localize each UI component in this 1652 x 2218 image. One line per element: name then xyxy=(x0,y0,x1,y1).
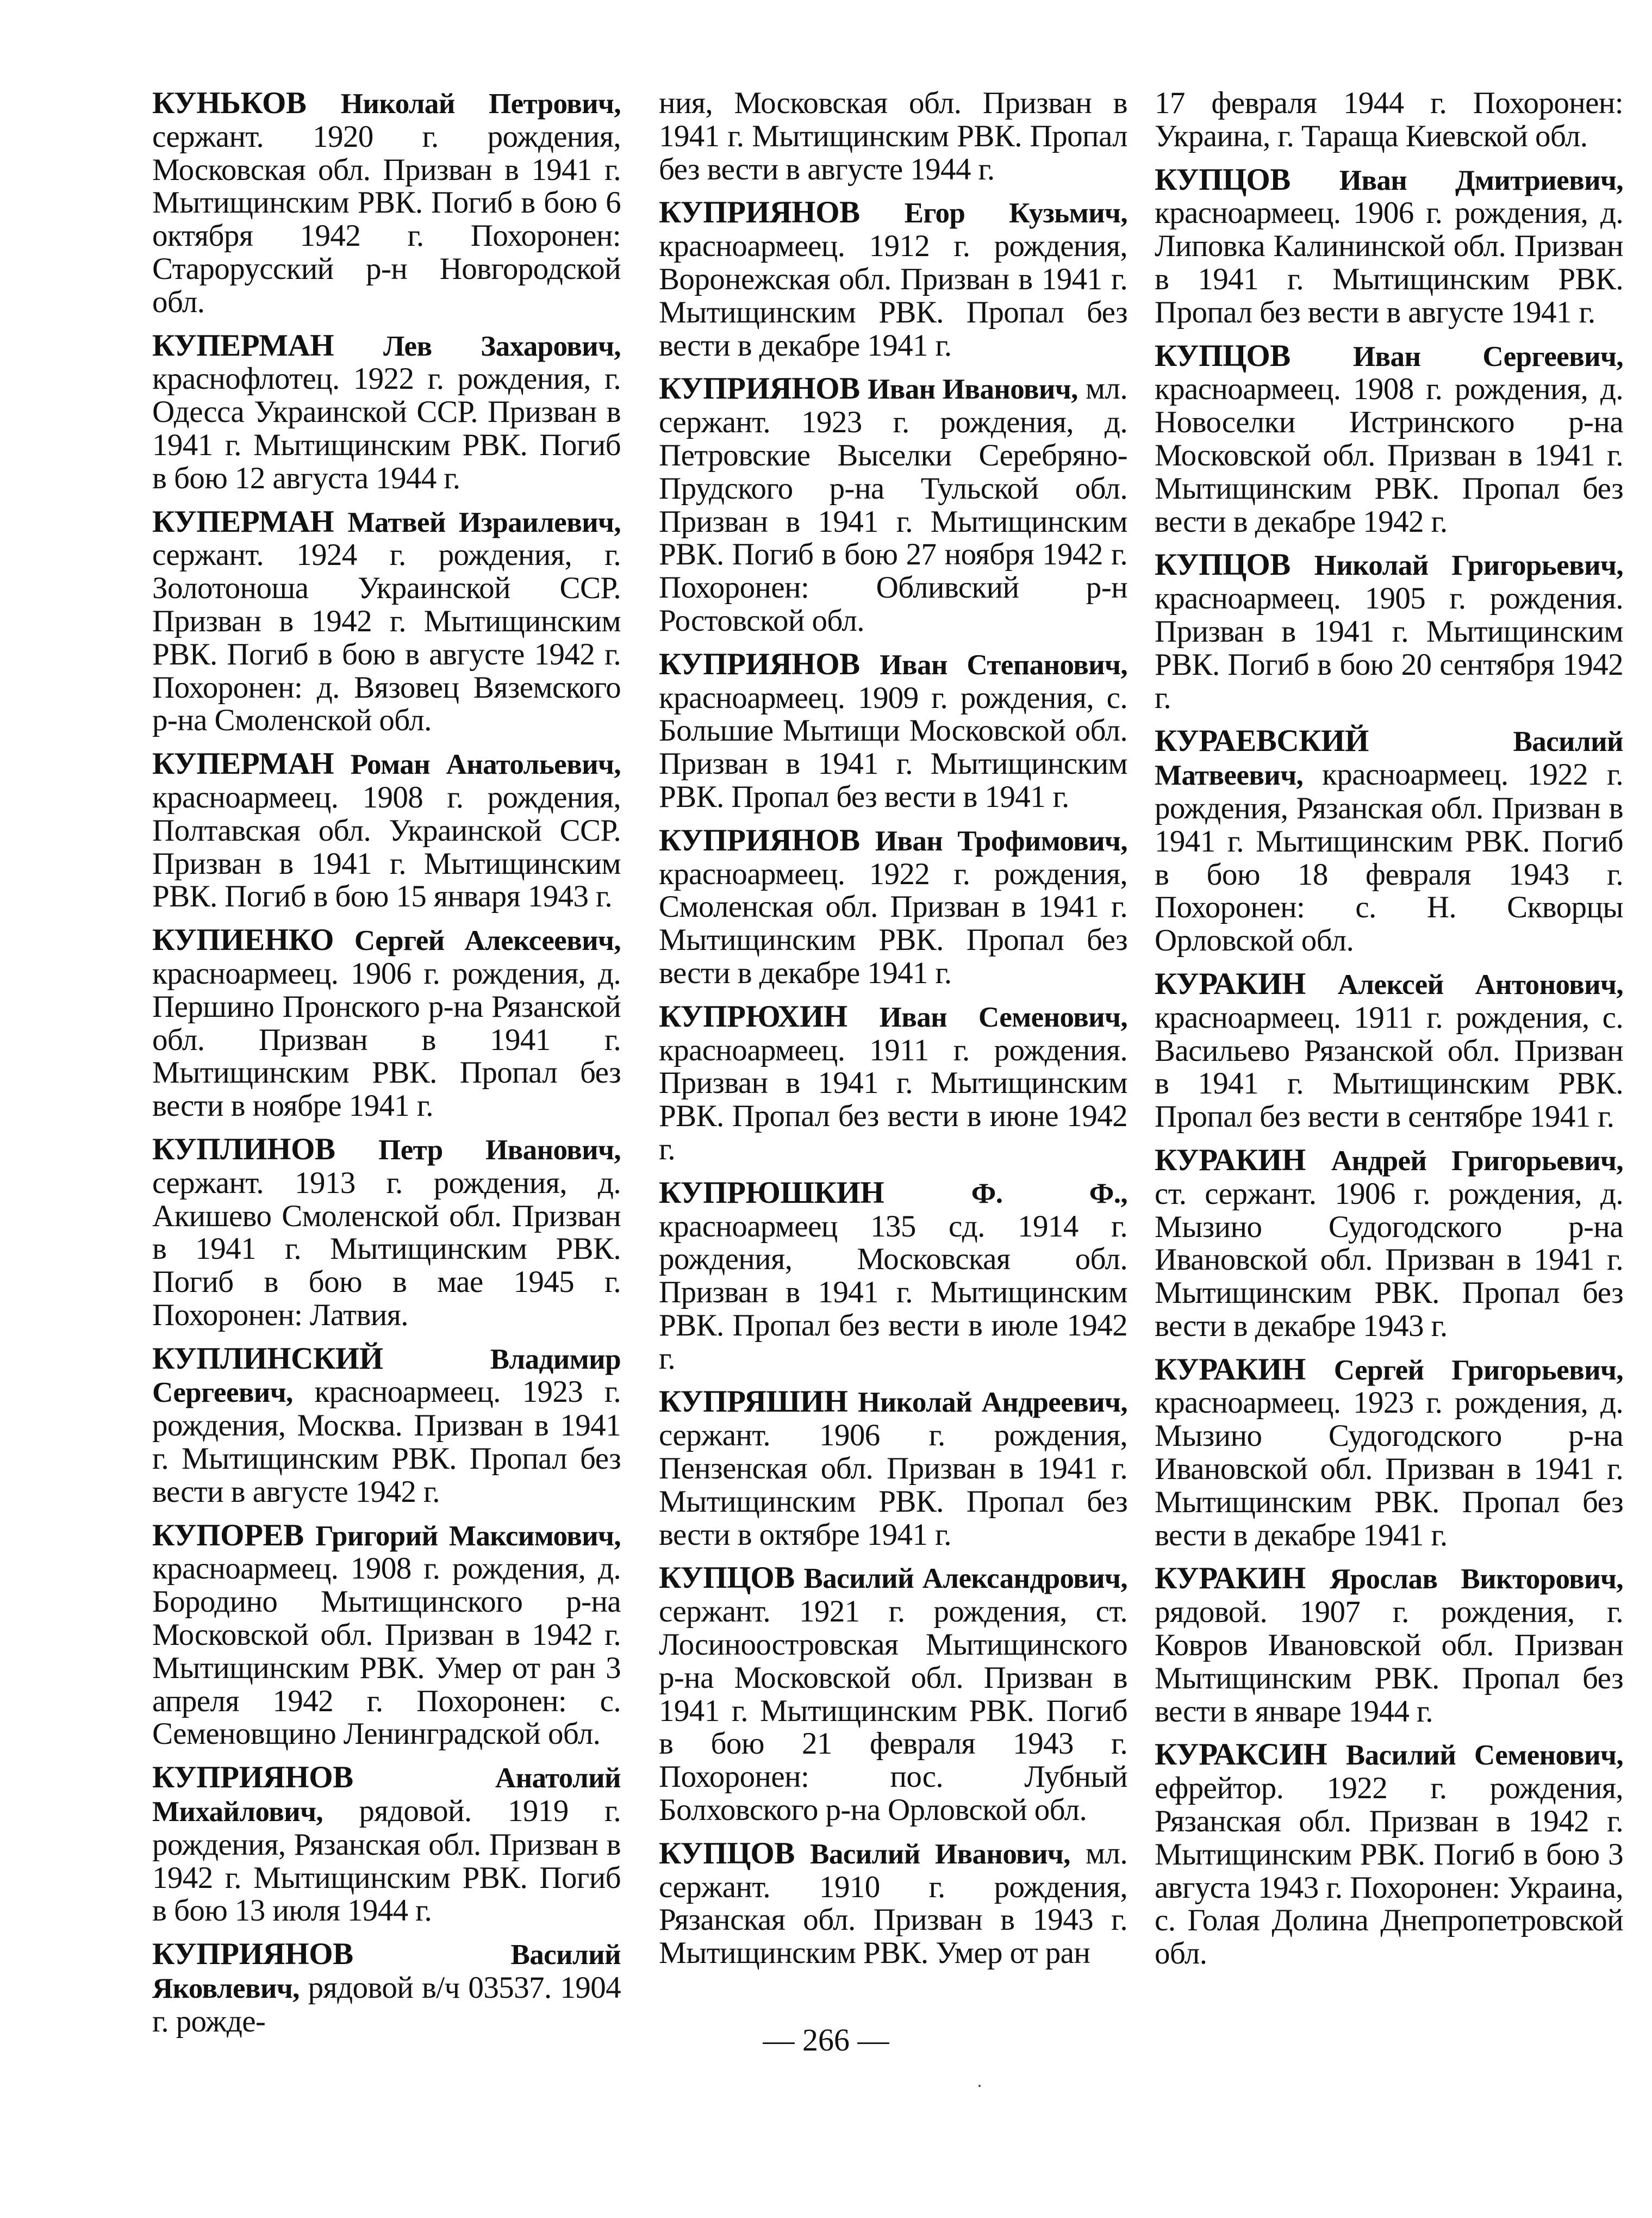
entry-surname: КУРАКИН xyxy=(1155,1561,1306,1596)
entry-given-name: Иван Иванович, xyxy=(868,374,1078,406)
entry-surname: КУРАКСИН xyxy=(1155,1737,1327,1772)
entry-surname: КУПЕРМАН xyxy=(152,328,334,363)
entry xyxy=(1155,1738,1623,1971)
entry xyxy=(152,1761,621,1928)
entry-continuation: 17 февраля 1944 г. Похоронен: Украина, г. Таращa Киевской обл. xyxy=(1155,86,1623,153)
entry-given-name: Николай Петрович, xyxy=(340,88,621,120)
entry-text: сержант. 1921 г. рождения, ст. Лосиноостровская Мытищинского р-на Московской обл. Призван в 1941 г. Мытищинским РВК. Погиб в бою 21 февраля 1943 г. Похоронен: пос. Лубный Болховского р-на Орловской обл. xyxy=(659,1594,1127,1828)
entry-text: красноармеец. 1923 г. рождения, Москва. Призван в 1941 г. Мытищинским РВК. Пропал без вести в августе 1942 г. xyxy=(152,1375,621,1509)
entry-surname: КУПРЮХИН xyxy=(659,999,847,1034)
entry-text: красноармеец. 1908 г. рождения, д. Новоселки Истринского р-на Московской обл. Призван в 1941 г. Мытищинским РВК. Пропал без вести в декабре 1942 г. xyxy=(1155,372,1623,539)
entry-text: красноармеец. 1905 г. рождения. Призван в 1941 г. Мытищинским РВК. Погиб в бою 20 сентября 1942 г. xyxy=(1155,581,1623,715)
entry-text: мл. сержант. 1923 г. рождения, д. Петровские Выселки Серебряно-Прудского р-на Тульской обл. Призван в 1941 г. Мытищинским РВК. Погиб в бою 27 ноября 1942 г. Похоронен: Обливский р-н Ростовской обл. xyxy=(659,371,1127,638)
entry-surname: КУПЦОВ xyxy=(659,1561,795,1595)
entry-given-name: Григорий Максимович, xyxy=(315,1520,621,1552)
entry-given-name: Анатолий Михайлович, xyxy=(152,1762,621,1828)
entry-text: красноармеец. 1923 г. рождения, д. Мызино Судогодского р-на Ивановской обл. Призван в 1941 г. Мытищинским РВК. Пропал без вести в декабре 1941 г. xyxy=(1155,1386,1623,1552)
entry-text: сержант. 1924 г. рождения, г. Золотоноша Украинской ССР. Призван в 1942 г. Мытищинским РВК. Погиб в бою в августе 1942 г. Похоронен: д. Вязовец Вяземского р-на Смоленской обл. xyxy=(152,538,621,738)
entry xyxy=(1155,1353,1623,1552)
entry-given-name: Иван Семенович, xyxy=(879,1001,1127,1033)
entry-text: сержант. 1920 г. рождения, Московская обл. Призван в 1941 г. Мытищинским РВК. Погиб в бою 6 октября 1942 г. Похоронен: Старорусский р-н Новгородской обл. xyxy=(152,119,621,319)
entry-surname: КУПРИЯНОВ xyxy=(659,823,860,858)
entry-given-name: Иван Трофимович, xyxy=(875,825,1127,857)
entry-text: ефрейтор. 1922 г. рождения, Рязанская обл. Призван в 1942 г. Мытищинским РВК. Погиб в бою 3 августа 1943 г. Похоронен: Украина, с. Голая Долина Днепропетровской обл. xyxy=(1155,1771,1623,1971)
entry-given-name: Василий Иванович, xyxy=(810,1838,1070,1870)
entry xyxy=(152,1343,621,1509)
entry-given-name: Роман Анатольевич, xyxy=(350,749,621,781)
entry-surname: КУПЕРМАН xyxy=(152,504,334,539)
entry-text: мл. сержант. 1910 г. рождения, Рязанская обл. Призван в 1943 г. Мытищинским РВК. Умер от ран xyxy=(659,1836,1128,1971)
entry-text: красноармеец. 1906 г. рождения, д. Першино Пронского р-на Рязанской обл. Призван в 1941 г. Мытищинским РВК. Пропал без вести в ноябре 1941 г. xyxy=(152,956,621,1123)
entry xyxy=(152,87,621,319)
entry-text: красноармеец. 1922 г. рождения, Рязанская обл. Призван в 1941 г. Мытищинским РВК. Погиб в бою 18 февраля 1943 г. Похоронен: с. Н. Скворцы Орловской обл. xyxy=(1155,757,1623,958)
scan-speck xyxy=(978,2085,981,2087)
entry-given-name: Алексей Антонович, xyxy=(1337,968,1623,1001)
entry-surname: КУПОРЕВ xyxy=(152,1518,304,1552)
entry-surname: КУПЛИНОВ xyxy=(152,1132,335,1166)
entry-surname: КУПЛИНСКИЙ xyxy=(152,1341,383,1376)
entry-given-name: Ярослав Викторович, xyxy=(1329,1563,1623,1595)
entry xyxy=(659,824,1127,990)
entry-surname: КУПРИЯНОВ xyxy=(152,1937,353,1972)
column-middle xyxy=(659,87,1127,1980)
entry-surname: КУПРИЯНОВ xyxy=(659,371,860,406)
entry-text: ст. сержант. 1906 г. рождения, д. Мызино Судогодского р-на Ивановской обл. Призван в 1941 г. Мытищинским РВК. Пропал без вести в декабре 1943 г. xyxy=(1155,1176,1623,1343)
entry-text: рядовой. 1907 г. рождения, г. Ковров Ивановской обл. Призван Мытищинским РВК. Пропал без вести в январе 1944 г. xyxy=(1155,1595,1623,1729)
entry xyxy=(1155,968,1623,1134)
entry-text: красноармеец. 1911 г. рождения. Призван в 1941 г. Мытищинским РВК. Пропал без вести в июне 1942 г. xyxy=(659,1033,1127,1166)
entry-given-name: Николай Григорьевич, xyxy=(1314,550,1623,582)
entry xyxy=(1155,340,1623,539)
entry-surname: КУПРИЯНОВ xyxy=(659,195,860,230)
entry xyxy=(152,1133,621,1332)
entry-text: красноармеец 135 сд. 1914 г. рождения, Московская обл. Призван в 1941 г. Мытищинским РВК. Пропал без вести в июле 1942 г. xyxy=(659,1209,1127,1376)
entry-text: красноармеец. 1908 г. рождения, д. Бородино Мытищинского р-на Московской обл. Призван в 1942 г. Мытищинским РВК. Умер от ран 3 апреля 1942 г. Похоронен: с. Семеновщино Ленинградской обл. xyxy=(152,1551,621,1751)
entry-surname: КУПИЕНКО xyxy=(152,923,334,958)
entry-surname: КУПРИЯНОВ xyxy=(659,647,860,681)
entry-surname: КУРАКИН xyxy=(1155,1142,1306,1177)
entry-given-name: Иван Дмитриевич, xyxy=(1339,164,1623,196)
entry-surname: КУПЦОВ xyxy=(659,1836,795,1871)
entry-continuation: ния, Московская обл. Призван в 1941 г. Мытищинским РВК. Пропал без вести в августе 1944 г. xyxy=(659,86,1127,187)
entry xyxy=(659,372,1127,637)
entry-given-name: Василий Матвеевич, xyxy=(1155,726,1623,792)
entry xyxy=(659,648,1127,814)
entry-given-name: Василий Семенович, xyxy=(1345,1739,1623,1772)
entry-text: сержант. 1913 г. рождения, д. Акишево Смоленской обл. Призван в 1941 г. Мытищинским РВК. Погиб в бою в мае 1945 г. Похоронен: Латвия. xyxy=(152,1165,621,1332)
entry-text: красноармеец. 1906 г. рождения, д. Липовка Калининской обл. Призван в 1941 г. Мытищинским РВК. Пропал без вести в августе 1941 г. xyxy=(1155,196,1623,330)
entry-text: красноармеец. 1922 г. рождения, Смоленская обл. Призван в 1941 г. Мытищинским РВК. Пропал без вести в декабре 1941 г. xyxy=(659,856,1127,990)
entry xyxy=(659,1837,1127,1970)
entry-surname: КУРАЕВСКИЙ xyxy=(1155,724,1369,759)
entry xyxy=(1155,549,1623,715)
entry-given-name: Петр Иванович, xyxy=(378,1134,621,1166)
entry xyxy=(152,1519,621,1751)
entry xyxy=(1155,1562,1623,1728)
entry-surname: КУНЬКОВ xyxy=(152,86,307,120)
entry-given-name: Иван Степанович, xyxy=(880,649,1127,681)
entry xyxy=(659,1177,1127,1376)
entry-text: красноармеец. 1912 г. рождения, Воронежская обл. Призван в 1941 г. Мытищинским РВК. Пропал без вести в декабре 1941 г. xyxy=(659,229,1127,363)
entry-given-name: Николай Андреевич, xyxy=(858,1387,1127,1419)
entry-surname: КУРАКИН xyxy=(1155,1352,1306,1387)
entry-text: краснофлотец. 1922 г. рождения, г. Одесса Украинской ССР. Призван в 1941 г. Мытищинским РВК. Погиб в бою 12 августа 1944 г. xyxy=(152,362,621,495)
entry xyxy=(152,924,621,1123)
entry-surname: КУПРЮШКИН xyxy=(659,1175,884,1210)
entry-given-name: Матвей Израилевич, xyxy=(347,506,621,538)
entry-surname: КУПЦОВ xyxy=(1155,548,1291,582)
entry-surname: КУПЕРМАН xyxy=(152,747,334,781)
entry-text: сержант. 1906 г. рождения, Пензенская обл. Призван в 1941 г. Мытищинским РВК. Пропал без вести в октябре 1941 г. xyxy=(659,1418,1127,1552)
entry xyxy=(152,330,621,495)
entry-given-name: Владимир Сергеевич, xyxy=(152,1343,621,1409)
entry xyxy=(659,1386,1127,1551)
entry-text: рядовой. 1919 г. рождения, Рязанская обл. Призван в 1942 г. Мытищинским РВК. Погиб в бою 13 июля 1944 г. xyxy=(152,1794,621,1928)
entry-text: красноармеец. 1909 г. рождения, с. Большие Мытищи Московской обл. Призван в 1941 г. Мытищинским РВК. Пропал без вести в 1941 г. xyxy=(659,680,1127,814)
entry-surname: КУПЦОВ xyxy=(1155,338,1291,373)
entry xyxy=(1155,725,1623,958)
entry-given-name: Сергей Алексеевич, xyxy=(354,925,621,957)
entry-surname: КУПРЯШИН xyxy=(659,1384,848,1419)
entry xyxy=(1155,1144,1623,1343)
entry-surname: КУПРИЯНОВ xyxy=(152,1760,353,1795)
column-left xyxy=(152,87,621,2049)
entry-given-name: Андрей Григорьевич, xyxy=(1331,1145,1623,1177)
entry-text: красноармеец. 1908 г. рождения, Полтавская обл. Украинской ССР. Призван в 1941 г. Мытищинским РВК. Погиб в бою 15 января 1943 г. xyxy=(152,780,621,914)
entry-given-name: Василий Александрович, xyxy=(803,1563,1127,1595)
entry-given-name: Егор Кузьмич, xyxy=(904,197,1127,229)
entry xyxy=(659,1001,1127,1166)
column-right xyxy=(1155,87,1623,1981)
entry xyxy=(1155,164,1623,330)
entry-given-name: Сергей Григорьевич, xyxy=(1333,1354,1623,1386)
entry-surname: КУРАКИН xyxy=(1155,966,1306,1001)
entry-given-name: Василий Яковлевич, xyxy=(152,1939,621,2005)
entry-given-name: Лев Захарович, xyxy=(383,330,621,362)
entry-given-name: Иван Сергеевич, xyxy=(1352,340,1623,372)
entry xyxy=(659,196,1127,362)
entry-surname: КУПЦОВ xyxy=(1155,162,1291,197)
entry xyxy=(152,748,621,914)
entry-text: рядовой в/ч 03537. 1904 г. рожде- xyxy=(152,1971,621,2039)
entry-given-name: Ф. Ф., xyxy=(971,1177,1127,1209)
entry-text: красноармеец. 1911 г. рождения, с. Васильево Рязанской обл. Призван в 1941 г. Мытищинским РВК. Пропал без вести в сентябре 1941 г. xyxy=(1155,1000,1623,1134)
entry xyxy=(659,1562,1127,1826)
entry xyxy=(152,506,621,738)
page-number: — 266 — xyxy=(763,2022,889,2058)
